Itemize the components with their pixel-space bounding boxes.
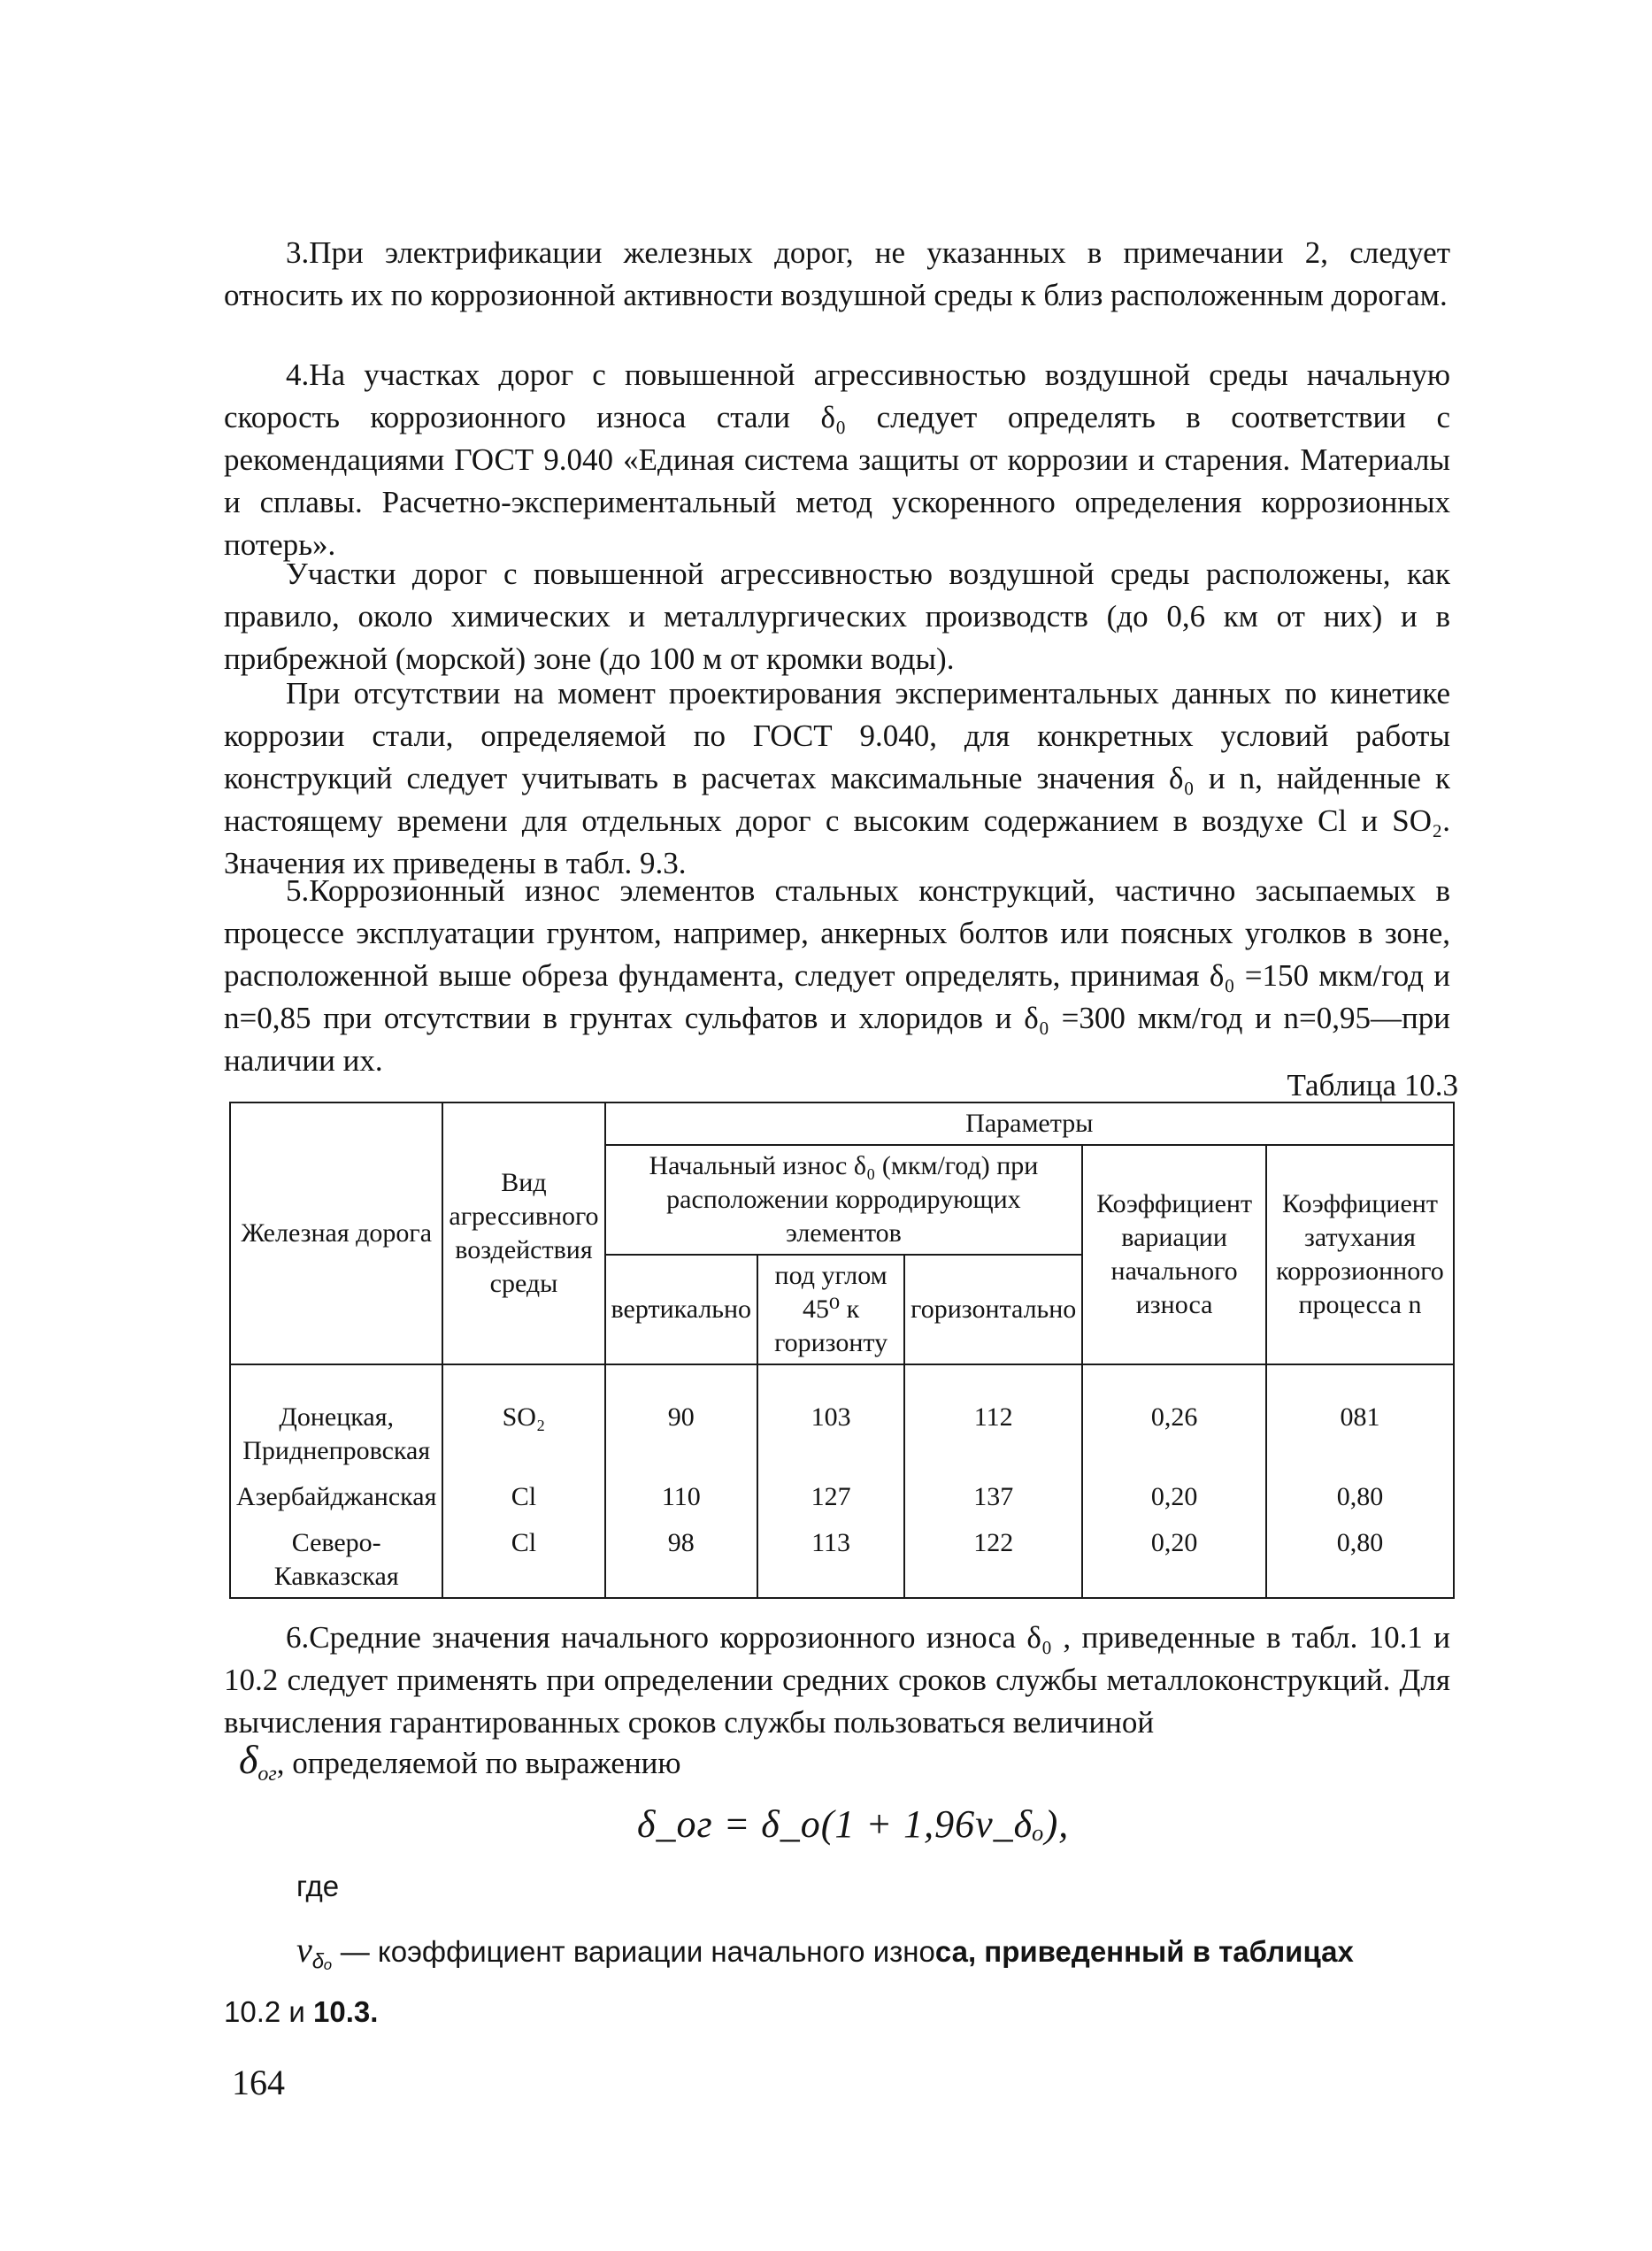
cell-variation: 0,20 xyxy=(1082,1471,1266,1517)
cell-vertical: 110 xyxy=(605,1471,757,1517)
where-label: где xyxy=(296,1870,340,1902)
cell-horizontal: 137 xyxy=(904,1471,1082,1517)
variation-symbol: v xyxy=(296,1930,312,1970)
paragraph-note-6: 6.Средние значения начального коррозионного износа δ₀ , приведенные в табл. 10.1 и 10.2 следует применять при определении средних сроков службы металлоконструкций. Для вычисления гарантированных сроков службы пользоваться величиной xyxy=(224,1620,1450,1740)
cell-vertical: 98 xyxy=(605,1517,757,1598)
cell-variation: 0,26 xyxy=(1082,1364,1266,1471)
paragraph-note-6-tail xyxy=(239,1739,681,1795)
cell-road: Донецкая, Приднепровская xyxy=(230,1364,442,1471)
header-damping: Коэффициент затухания коррозионного процесса n xyxy=(1266,1145,1454,1364)
table-caption: Таблица 10.3 xyxy=(1287,1068,1458,1102)
cell-angle: 127 xyxy=(757,1471,904,1517)
cell-angle: 103 xyxy=(757,1364,904,1471)
variation-definition xyxy=(224,1925,1454,2037)
cell-road: Азербайджанская xyxy=(230,1471,442,1517)
delta-og-subscript: ог xyxy=(257,1763,277,1786)
cell-variation: 0,20 xyxy=(1082,1517,1266,1598)
cell-horizontal: 112 xyxy=(904,1364,1082,1471)
corrosion-wear-table xyxy=(229,1102,1455,1599)
header-variation: Коэффициент вариации начального износа xyxy=(1082,1145,1266,1364)
cell-vertical: 90 xyxy=(605,1364,757,1471)
page-number: 164 xyxy=(232,2063,285,2102)
variation-subscript: δₒ xyxy=(311,1949,333,1974)
cell-damping: 0,80 xyxy=(1266,1471,1454,1517)
header-angle: под углом 45⁰ к горизонту xyxy=(757,1255,904,1364)
definition-line2-bold: 10.3. xyxy=(313,1994,379,2028)
cell-angle: 113 xyxy=(757,1517,904,1598)
table-row xyxy=(230,1364,1454,1471)
delta-og-symbol: δ xyxy=(239,1737,258,1782)
paragraph-missing-data: При отсутствии на момент проектирования экспериментальных данных по кинетике коррозии стали, определяемой по ГОСТ 9.040, для конкретных условий работы конструкций следует учитывать в расчетах максимальные значения δ₀ и n, найденные к настоящему времени для отдельных дорог с высоким содержанием в воздухе Cl и SO₂. Значения их приведены в табл. 9.3. xyxy=(224,676,1450,880)
delta-og-text: , определяемой по выражению xyxy=(276,1746,681,1780)
header-initial-wear: Начальный износ δ₀ (мкм/год) при расположении корродирующих элементов xyxy=(605,1145,1083,1255)
definition-line2: 10.2 и xyxy=(224,1994,313,2028)
cell-horizontal: 122 xyxy=(904,1517,1082,1598)
header-vertical: вертикально xyxy=(605,1255,757,1364)
paragraph-note-3: 3.При электрификации железных дорог, не указанных в примечании 2, следует относить их по коррозионной активности воздушной среды к близ расположенным дорогам. xyxy=(224,235,1450,312)
cell-medium: Cl xyxy=(442,1471,604,1517)
paragraph-aggressive-zones: Участки дорог с повышенной агрессивностью воздушной среды расположены, как правило, около химических и металлургических производств (до 0,6 км от них) и в прибрежной (морской) зоне (до 100 м от кромки воды). xyxy=(224,557,1450,676)
table-row xyxy=(230,1517,1454,1598)
cell-damping: 0,80 xyxy=(1266,1517,1454,1598)
cell-medium: Cl xyxy=(442,1517,604,1598)
definition-text: — коэффициент вариации начального изно xyxy=(332,1935,935,1968)
cell-medium: SO₂ xyxy=(442,1364,604,1471)
cell-road: Северо-Кавказская xyxy=(230,1517,442,1598)
definition-bold-text: са, приведенный в таблицах xyxy=(934,1935,1354,1968)
table-row xyxy=(230,1471,1454,1517)
guaranteed-wear-formula: δ_ог = δ_о(1 + 1,96v_δₒ), xyxy=(637,1802,1070,1846)
header-road: Железная дорога xyxy=(230,1102,442,1364)
header-medium: Вид агрессивного воздействия среды xyxy=(442,1102,604,1364)
header-horizontal: горизонтально xyxy=(904,1255,1082,1364)
cell-damping: 081 xyxy=(1266,1364,1454,1471)
paragraph-note-5: 5.Коррозионный износ элементов стальных конструкций, частично засыпаемых в процессе эксплуатации грунтом, например, анкерных болтов или поясных уголков в зоне, расположенной выше обреза фундамента, следует определять, принимая δ₀ =150 мкм/год и n=0,85 при отсутствии в грунтах сульфатов и хлоридов и δ₀ =300 мкм/год и n=0,95—при наличии их. xyxy=(224,873,1450,1078)
header-params: Параметры xyxy=(605,1102,1454,1145)
paragraph-note-4: 4.На участках дорог с повышенной агрессивностью воздушной среды начальную скорость коррозионного износа стали δ₀ следует определять в соответствии с рекомендациями ГОСТ 9.040 «Единая система защиты от коррозии и старения. Материалы и сплавы. Расчетно-экспериментальный метод ускоренного определения коррозионных потерь». xyxy=(224,357,1450,562)
